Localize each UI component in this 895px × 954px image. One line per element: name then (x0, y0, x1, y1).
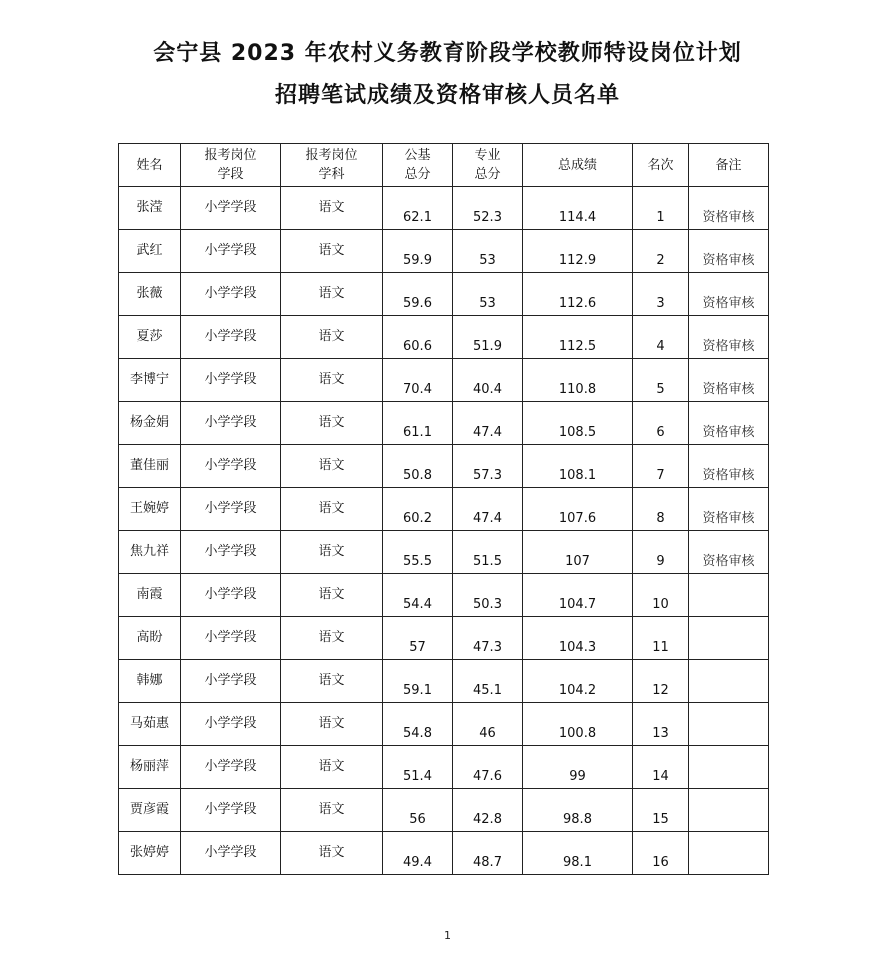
cell-gongji-score-text: 59.1 (403, 683, 432, 698)
cell-name-text: 张婷婷 (129, 845, 169, 860)
cell-rank (633, 316, 689, 359)
cell-name-text: 杨金娟 (129, 415, 169, 430)
cell-gongji-score-text: 49.4 (403, 855, 432, 870)
cell-note-text: 资格审核 (702, 382, 755, 397)
cell-total-score (523, 531, 633, 574)
cell-rank (633, 273, 689, 316)
cell-total-score (523, 230, 633, 273)
cell-zhuanye-score-text: 40.4 (473, 382, 502, 397)
cell-total-score-text: 107.6 (558, 511, 597, 526)
cell-stage (181, 574, 281, 617)
header-gongji-score: 公基 总分 (383, 144, 453, 187)
cell-gongji-score-text: 60.6 (403, 339, 432, 354)
cell-rank-text: 10 (652, 597, 669, 612)
cell-zhuanye-score-text: 50.3 (473, 597, 502, 612)
cell-note (689, 617, 769, 660)
cell-zhuanye-score (453, 660, 523, 703)
cell-zhuanye-score (453, 746, 523, 789)
cell-note (689, 230, 769, 273)
cell-rank-text: 3 (656, 296, 665, 311)
cell-total-score-text: 107 (565, 554, 590, 569)
cell-total-score-text: 112.5 (558, 339, 597, 354)
cell-zhuanye-score (453, 531, 523, 574)
cell-total-score (523, 402, 633, 445)
cell-name (119, 445, 181, 488)
cell-zhuanye-score-text: 47.3 (473, 640, 502, 655)
cell-zhuanye-score (453, 832, 523, 875)
header-stage: 报考岗位 学段 (181, 144, 281, 187)
cell-note (689, 359, 769, 402)
cell-rank (633, 832, 689, 875)
table-row (119, 660, 769, 703)
cell-subject (281, 488, 383, 531)
cell-total-score-text: 112.6 (558, 296, 597, 311)
cell-note (689, 789, 769, 832)
cell-gongji-score-text: 62.1 (403, 210, 432, 225)
cell-zhuanye-score (453, 316, 523, 359)
cell-gongji-score (383, 273, 453, 316)
cell-zhuanye-score (453, 617, 523, 660)
cell-stage-text: 小学学段 (204, 673, 257, 688)
cell-zhuanye-score (453, 488, 523, 531)
cell-stage-text: 小学学段 (204, 243, 257, 258)
cell-subject-text: 语文 (318, 200, 345, 215)
cell-zhuanye-score (453, 273, 523, 316)
document-title-line2: 招聘笔试成绩及资格审核人员名单 (274, 83, 620, 108)
cell-stage (181, 316, 281, 359)
cell-gongji-score (383, 789, 453, 832)
cell-name-text: 焦九祥 (129, 544, 169, 559)
cell-total-score (523, 789, 633, 832)
cell-note-text: 资格审核 (702, 253, 755, 268)
cell-rank (633, 445, 689, 488)
cell-subject (281, 445, 383, 488)
cell-total-score (523, 574, 633, 617)
cell-total-score-text: 108.5 (558, 425, 597, 440)
cell-note-text: 资格审核 (702, 468, 755, 483)
cell-zhuanye-score-text: 45.1 (473, 683, 502, 698)
cell-stage-text: 小学学段 (204, 200, 257, 215)
table-row (119, 703, 769, 746)
cell-gongji-score-text: 60.2 (403, 511, 432, 526)
table-row (119, 746, 769, 789)
cell-stage-text: 小学学段 (204, 329, 257, 344)
cell-rank-text: 16 (652, 855, 669, 870)
cell-rank-text: 7 (656, 468, 665, 483)
cell-subject-text: 语文 (318, 673, 345, 688)
cell-note (689, 531, 769, 574)
cell-subject-text: 语文 (318, 716, 345, 731)
table-header (119, 144, 769, 187)
table-row (119, 789, 769, 832)
cell-name (119, 789, 181, 832)
cell-total-score (523, 703, 633, 746)
cell-stage-text: 小学学段 (204, 372, 257, 387)
cell-note-text: 资格审核 (702, 339, 755, 354)
cell-zhuanye-score (453, 230, 523, 273)
cell-gongji-score (383, 445, 453, 488)
table-row (119, 402, 769, 445)
cell-total-score-text: 98.8 (563, 812, 592, 827)
cell-rank-text: 12 (652, 683, 669, 698)
cell-stage (181, 789, 281, 832)
cell-subject-text: 语文 (318, 458, 345, 473)
cell-rank (633, 703, 689, 746)
results-table (118, 143, 769, 875)
cell-note-text: 资格审核 (702, 554, 755, 569)
table-row (119, 187, 769, 230)
cell-name (119, 359, 181, 402)
table-row (119, 316, 769, 359)
cell-note-text: 资格审核 (702, 511, 755, 526)
cell-subject (281, 789, 383, 832)
cell-rank-text: 14 (652, 769, 669, 784)
table-row (119, 445, 769, 488)
cell-name (119, 660, 181, 703)
cell-rank-text: 6 (656, 425, 665, 440)
cell-total-score-text: 110.8 (558, 382, 597, 397)
cell-rank (633, 359, 689, 402)
table-row (119, 617, 769, 660)
cell-total-score (523, 660, 633, 703)
cell-total-score (523, 746, 633, 789)
table-body (119, 187, 769, 875)
cell-name-text: 张滢 (136, 200, 163, 215)
cell-note (689, 402, 769, 445)
cell-stage (181, 617, 281, 660)
cell-gongji-score-text: 54.4 (403, 597, 432, 612)
cell-name-text: 董佳丽 (129, 458, 169, 473)
cell-subject-text: 语文 (318, 329, 345, 344)
cell-rank (633, 617, 689, 660)
cell-total-score-text: 104.7 (558, 597, 597, 612)
cell-gongji-score (383, 531, 453, 574)
cell-zhuanye-score (453, 703, 523, 746)
cell-subject-text: 语文 (318, 759, 345, 774)
cell-note (689, 445, 769, 488)
cell-rank-text: 9 (656, 554, 665, 569)
cell-name-text: 高盼 (136, 630, 163, 645)
cell-name-text: 张薇 (136, 286, 163, 301)
cell-stage (181, 660, 281, 703)
table-row (119, 359, 769, 402)
cell-total-score-text: 114.4 (558, 210, 597, 225)
cell-subject-text: 语文 (318, 372, 345, 387)
cell-stage-text: 小学学段 (204, 716, 257, 731)
cell-zhuanye-score-text: 47.6 (473, 769, 502, 784)
cell-name (119, 273, 181, 316)
cell-note (689, 273, 769, 316)
cell-rank (633, 789, 689, 832)
header-rank: 名次 (633, 144, 689, 187)
cell-name (119, 832, 181, 875)
cell-zhuanye-score-text: 47.4 (473, 511, 502, 526)
cell-rank-text: 5 (656, 382, 665, 397)
cell-subject (281, 187, 383, 230)
document-title-line1: 会宁县 2023 年农村义务教育阶段学校教师特设岗位计划 (153, 41, 742, 66)
cell-subject-text: 语文 (318, 501, 345, 516)
cell-subject (281, 574, 383, 617)
header-total-score: 总成绩 (523, 144, 633, 187)
cell-note (689, 187, 769, 230)
cell-total-score-text: 98.1 (563, 855, 592, 870)
cell-rank-text: 8 (656, 511, 665, 526)
cell-name (119, 703, 181, 746)
cell-gongji-score (383, 187, 453, 230)
cell-stage (181, 187, 281, 230)
cell-gongji-score-text: 59.9 (403, 253, 432, 268)
cell-gongji-score-text: 56 (409, 812, 426, 827)
cell-rank (633, 187, 689, 230)
table-row (119, 832, 769, 875)
cell-subject (281, 531, 383, 574)
cell-name-text: 杨丽萍 (129, 759, 169, 774)
cell-gongji-score (383, 660, 453, 703)
cell-rank-text: 1 (656, 210, 665, 225)
cell-zhuanye-score (453, 402, 523, 445)
cell-subject-text: 语文 (318, 415, 345, 430)
cell-note (689, 316, 769, 359)
cell-name-text: 南霞 (136, 587, 163, 602)
cell-name-text: 王婉婷 (129, 501, 169, 516)
cell-gongji-score (383, 832, 453, 875)
cell-gongji-score (383, 574, 453, 617)
cell-stage-text: 小学学段 (204, 845, 257, 860)
cell-subject (281, 746, 383, 789)
cell-stage-text: 小学学段 (204, 458, 257, 473)
cell-note (689, 746, 769, 789)
cell-subject (281, 359, 383, 402)
cell-subject-text: 语文 (318, 243, 345, 258)
cell-total-score-text: 99 (569, 769, 586, 784)
cell-subject-text: 语文 (318, 845, 345, 860)
cell-stage-text: 小学学段 (204, 759, 257, 774)
cell-zhuanye-score (453, 359, 523, 402)
cell-rank-text: 2 (656, 253, 665, 268)
cell-stage (181, 402, 281, 445)
cell-gongji-score-text: 59.6 (403, 296, 432, 311)
cell-subject-text: 语文 (318, 587, 345, 602)
cell-stage (181, 746, 281, 789)
cell-name (119, 617, 181, 660)
cell-gongji-score-text: 57 (409, 640, 426, 655)
cell-gongji-score (383, 617, 453, 660)
cell-stage (181, 703, 281, 746)
cell-zhuanye-score (453, 574, 523, 617)
cell-total-score (523, 832, 633, 875)
header-zhuanye-score: 专业 总分 (453, 144, 523, 187)
cell-zhuanye-score-text: 51.9 (473, 339, 502, 354)
cell-rank (633, 660, 689, 703)
cell-zhuanye-score (453, 445, 523, 488)
cell-zhuanye-score-text: 57.3 (473, 468, 502, 483)
cell-zhuanye-score-text: 53 (479, 296, 496, 311)
cell-gongji-score-text: 54.8 (403, 726, 432, 741)
cell-note (689, 832, 769, 875)
cell-subject (281, 230, 383, 273)
cell-note-text: 资格审核 (702, 425, 755, 440)
cell-name (119, 316, 181, 359)
table-row (119, 574, 769, 617)
cell-note-text: 资格审核 (702, 296, 755, 311)
cell-name-text: 韩娜 (136, 673, 163, 688)
cell-stage (181, 445, 281, 488)
cell-stage (181, 832, 281, 875)
cell-gongji-score-text: 51.4 (403, 769, 432, 784)
cell-rank-text: 11 (652, 640, 669, 655)
cell-gongji-score (383, 746, 453, 789)
cell-subject-text: 语文 (318, 544, 345, 559)
cell-total-score (523, 488, 633, 531)
cell-stage-text: 小学学段 (204, 587, 257, 602)
cell-stage-text: 小学学段 (204, 501, 257, 516)
cell-stage-text: 小学学段 (204, 415, 257, 430)
cell-total-score-text: 108.1 (558, 468, 597, 483)
cell-stage-text: 小学学段 (204, 802, 257, 817)
cell-gongji-score-text: 70.4 (403, 382, 432, 397)
cell-name-text: 马茹惠 (129, 716, 169, 731)
cell-name (119, 402, 181, 445)
cell-zhuanye-score (453, 789, 523, 832)
cell-name (119, 746, 181, 789)
cell-total-score-text: 100.8 (558, 726, 597, 741)
cell-rank (633, 402, 689, 445)
cell-rank-text: 4 (656, 339, 665, 354)
cell-name (119, 488, 181, 531)
cell-rank (633, 488, 689, 531)
cell-note (689, 703, 769, 746)
cell-subject (281, 273, 383, 316)
cell-stage (181, 531, 281, 574)
cell-subject (281, 703, 383, 746)
cell-note-text: 资格审核 (702, 210, 755, 225)
cell-total-score-text: 104.3 (558, 640, 597, 655)
cell-rank (633, 531, 689, 574)
cell-name (119, 574, 181, 617)
cell-stage-text: 小学学段 (204, 630, 257, 645)
table-row (119, 273, 769, 316)
cell-gongji-score-text: 55.5 (403, 554, 432, 569)
cell-subject (281, 402, 383, 445)
cell-total-score-text: 104.2 (558, 683, 597, 698)
table-row (119, 531, 769, 574)
cell-zhuanye-score-text: 52.3 (473, 210, 502, 225)
cell-stage-text: 小学学段 (204, 286, 257, 301)
cell-total-score (523, 273, 633, 316)
cell-gongji-score (383, 488, 453, 531)
header-row (119, 144, 769, 187)
cell-note (689, 488, 769, 531)
cell-gongji-score (383, 402, 453, 445)
header-name: 姓名 (119, 144, 181, 187)
cell-name-text: 夏莎 (136, 329, 163, 344)
cell-subject-text: 语文 (318, 286, 345, 301)
cell-gongji-score (383, 316, 453, 359)
cell-stage (181, 488, 281, 531)
cell-zhuanye-score-text: 42.8 (473, 812, 502, 827)
cell-zhuanye-score-text: 48.7 (473, 855, 502, 870)
cell-zhuanye-score-text: 53 (479, 253, 496, 268)
header-note: 备注 (689, 144, 769, 187)
cell-name (119, 187, 181, 230)
cell-name-text: 李博宁 (129, 372, 169, 387)
cell-name-text: 武红 (136, 243, 163, 258)
cell-zhuanye-score-text: 51.5 (473, 554, 502, 569)
cell-subject (281, 617, 383, 660)
cell-gongji-score (383, 359, 453, 402)
cell-zhuanye-score (453, 187, 523, 230)
cell-subject-text: 语文 (318, 630, 345, 645)
cell-gongji-score (383, 703, 453, 746)
cell-subject (281, 832, 383, 875)
cell-gongji-score (383, 230, 453, 273)
cell-zhuanye-score-text: 47.4 (473, 425, 502, 440)
cell-rank-text: 13 (652, 726, 669, 741)
cell-rank (633, 230, 689, 273)
cell-rank (633, 746, 689, 789)
cell-total-score (523, 187, 633, 230)
cell-note (689, 574, 769, 617)
cell-zhuanye-score-text: 46 (479, 726, 496, 741)
cell-stage (181, 359, 281, 402)
cell-name (119, 531, 181, 574)
cell-rank-text: 15 (652, 812, 669, 827)
cell-stage (181, 273, 281, 316)
cell-name-text: 贾彦霞 (129, 802, 169, 817)
cell-total-score (523, 316, 633, 359)
table-row (119, 488, 769, 531)
cell-total-score-text: 112.9 (558, 253, 597, 268)
table-row (119, 230, 769, 273)
cell-total-score (523, 445, 633, 488)
cell-rank (633, 574, 689, 617)
cell-name (119, 230, 181, 273)
cell-stage (181, 230, 281, 273)
cell-total-score (523, 617, 633, 660)
cell-subject (281, 316, 383, 359)
cell-stage-text: 小学学段 (204, 544, 257, 559)
page-number: 1 (444, 929, 451, 942)
cell-total-score (523, 359, 633, 402)
cell-gongji-score-text: 61.1 (403, 425, 432, 440)
header-subject: 报考岗位 学科 (281, 144, 383, 187)
cell-gongji-score-text: 50.8 (403, 468, 432, 483)
cell-note (689, 660, 769, 703)
cell-subject-text: 语文 (318, 802, 345, 817)
cell-subject (281, 660, 383, 703)
